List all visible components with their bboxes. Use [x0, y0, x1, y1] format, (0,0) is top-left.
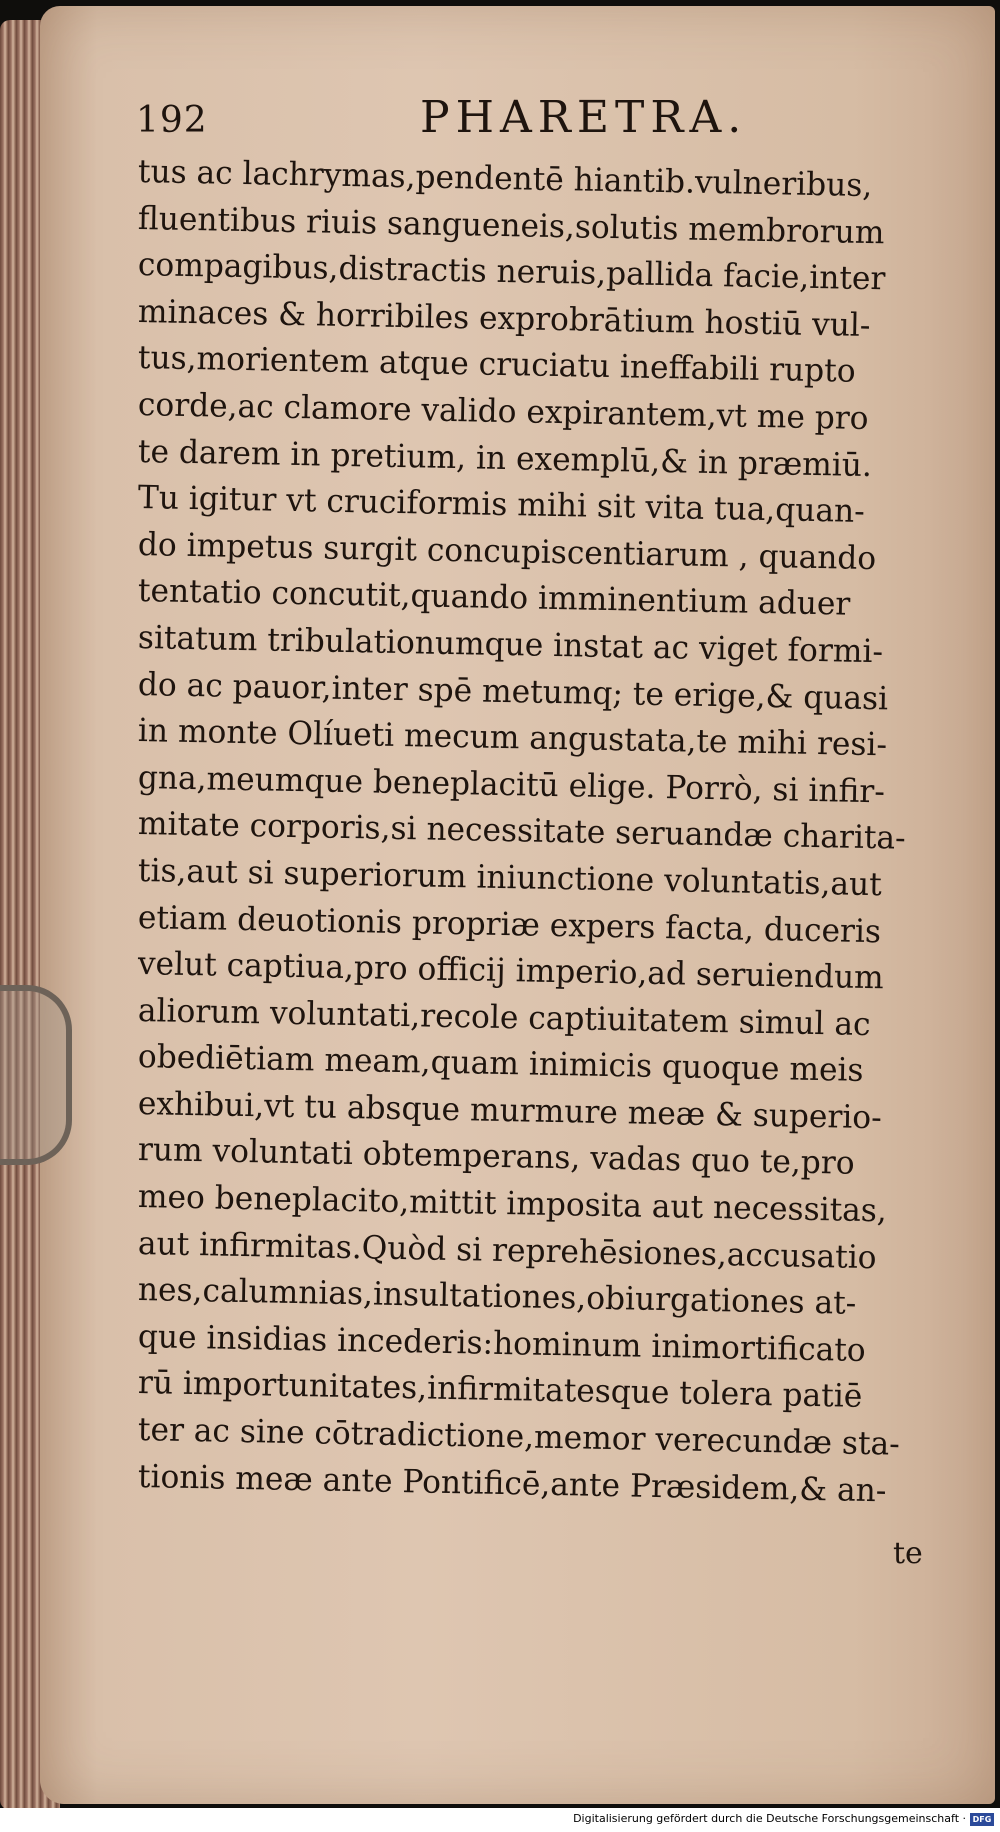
text-line: nes,calumnias,insultationes,obiurgationes at-: [137, 1270, 857, 1323]
text-line: tus ac lachrymas,pendentē hiantib.vulneribus,: [137, 152, 873, 205]
text-line: etiam deuotionis propriæ expers facta, duceris: [137, 897, 882, 950]
text-line: tis,aut si superiorum iniunctione voluntatis,aut: [137, 850, 883, 904]
text-line: aliorum voluntati,recole captiuitatem simul ac: [137, 990, 871, 1043]
text-line: ter ac sine cōtradictione,memor verecundæ sta-: [137, 1410, 901, 1463]
text-line: aut infirmitas.Quòd si reprehēsiones,accusatio: [137, 1223, 877, 1276]
text-line: compagibus,distractis neruis,pallida facie,inter: [137, 245, 886, 298]
text-line: Tu igitur vt cruciformis mihi sit vita tua,quan-: [137, 478, 866, 531]
text-line: velut captiua,pro officij imperio,ad seruiendum: [137, 944, 885, 997]
digitization-credit-bar: [0, 1808, 1000, 1832]
page-number: 192: [136, 100, 208, 141]
body-text: [137, 148, 958, 1509]
text-line: do ac pauor,inter spē metumq; te erige,& quasi: [137, 664, 889, 717]
digitization-credit: Digitalisierung gefördert durch die Deutsche Forschungsgemeinschaft ·: [573, 1812, 966, 1825]
text-line: tionis meæ ante Pontificē,ante Præsidem,& an-: [137, 1456, 887, 1509]
text-line: corde,ac clamore valido expirantem,vt me pro: [137, 384, 869, 437]
running-head: [120, 92, 920, 152]
text-line: tus,morientem atque cruciatu ineffabili rupto: [137, 338, 856, 391]
text-line: do impetus surgit concupiscentiarum , quando: [137, 524, 877, 577]
text-line: fluentibus riuis sangueneis,solutis membrorum: [137, 198, 885, 251]
text-line: exhibui,vt tu absque murmure meæ & superio-: [137, 1083, 883, 1137]
text-line: rū importunitates,infirmitatesque tolera patiē: [137, 1363, 863, 1416]
text-line: rum voluntati obtemperans, vadas quo te,pro: [137, 1130, 855, 1183]
text-line: in monte Olíueti mecum angustata,te mihi resi-: [137, 711, 888, 764]
text-line: meo beneplacito,mittit imposita aut necessitas,: [137, 1177, 888, 1230]
text-line: tentatio concutit,quando imminentium aduer: [137, 571, 851, 624]
text-line: que insidias incederis:hominum inimortificato: [137, 1316, 867, 1369]
text-line: sitatum tribulationumque instat ac viget formi-: [137, 617, 884, 671]
text-line: te darem in pretium, in exemplū,& in præmiū.: [137, 431, 873, 484]
text-line: obediētiam meam,quam inimicis quoque meis: [137, 1037, 864, 1090]
book-clasp: [0, 985, 72, 1165]
text-line: minaces & horribiles exprobrātium hostiū vul-: [137, 291, 871, 344]
running-title: PHARETRA.: [420, 92, 748, 143]
dfg-logo: DFG: [970, 1813, 994, 1826]
text-line: gna,meumque beneplacitū elige. Porrò, si infir-: [137, 757, 886, 811]
catchword: te: [893, 1536, 923, 1571]
text-line: mitate corporis,si necessitate seruandæ charita-: [137, 804, 906, 858]
